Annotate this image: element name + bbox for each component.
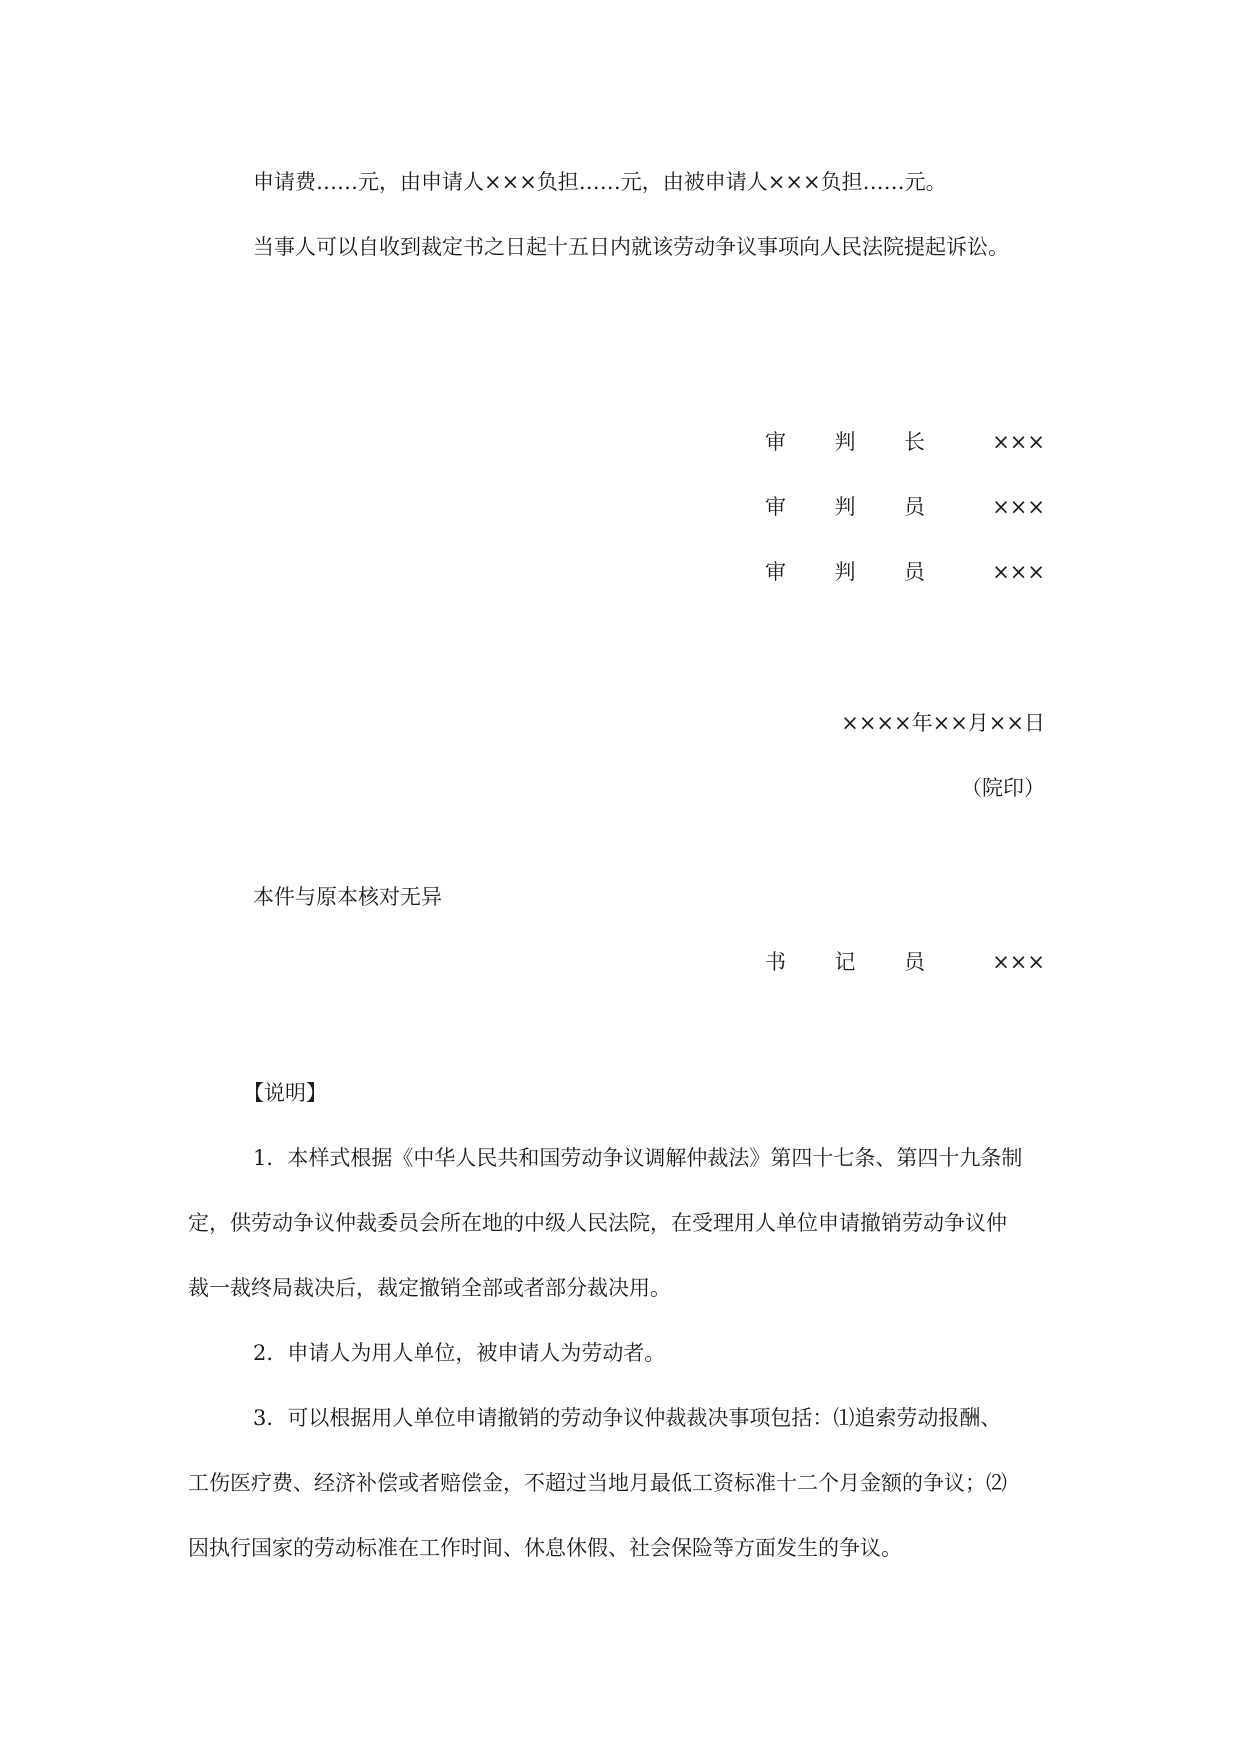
signature-title: 审 判 员 [765, 560, 925, 584]
note-3-line-2: 工伤医疗费、经济补偿或者赔偿金，不超过当地月最低工资标准十二个月金额的争议；⑵ [188, 1471, 1007, 1495]
notes-heading: 【说明】 [243, 1081, 327, 1105]
signature-name: ××× [992, 495, 1045, 519]
appeal-paragraph: 当事人可以自收到裁定书之日起十五日内就该劳动争议事项向人民法院提起诉讼。 [253, 235, 1009, 259]
note-3-line-1: 3．可以根据用人单位申请撤销的劳动争议仲裁裁决事项包括：⑴追索劳动报酬、 [253, 1406, 1002, 1430]
signature-clerk [765, 952, 1045, 976]
court-seal: （院印） [961, 776, 1045, 800]
signature-name: ××× [992, 950, 1045, 974]
signature-judge-2 [765, 562, 1045, 586]
signature-presiding-judge [765, 432, 1045, 456]
note-1-line-1: 1．本样式根据《中华人民共和国劳动争议调解仲裁法》第四十七条、第四十九条制 [253, 1146, 1023, 1170]
signature-title: 审 判 长 [765, 430, 925, 454]
signature-title: 审 判 员 [765, 495, 925, 519]
note-1-line-2: 定，供劳动争议仲裁委员会所在地的中级人民法院，在受理用人单位申请撤销劳动争议仲 [188, 1211, 1007, 1235]
fee-paragraph: 申请费……元，由申请人×××负担……元，由被申请人×××负担……元。 [253, 170, 947, 194]
signature-title: 书 记 员 [765, 950, 925, 974]
signature-name: ××× [992, 430, 1045, 454]
note-2: 2．申请人为用人单位，被申请人为劳动者。 [253, 1341, 666, 1365]
note-1-line-3: 裁一裁终局裁决后，裁定撤销全部或者部分裁决用。 [188, 1276, 671, 1300]
document-date: ××××年××月××日 [841, 711, 1045, 735]
verification-note: 本件与原本核对无异 [253, 885, 442, 909]
signature-judge-1 [765, 497, 1045, 521]
signature-name: ××× [992, 560, 1045, 584]
note-3-line-3: 因执行国家的劳动标准在工作时间、休息休假、社会保险等方面发生的争议。 [188, 1536, 902, 1560]
